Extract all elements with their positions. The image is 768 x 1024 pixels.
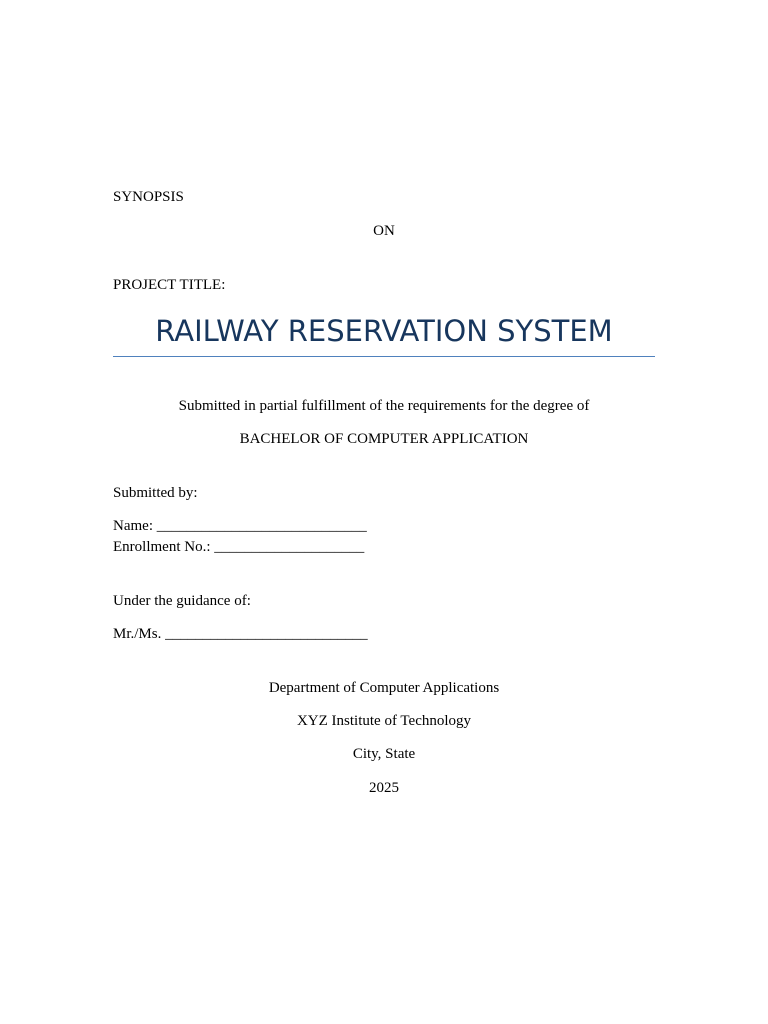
guide-field-line: Mr./Ms. ___________________________	[113, 626, 368, 642]
project-title-label: PROJECT TITLE:	[113, 277, 226, 293]
title-block	[113, 309, 655, 357]
submitted-by-label: Submitted by:	[113, 485, 198, 501]
submission-statement: Submitted in partial fulfillment of the requirements for the degree of	[178, 398, 590, 414]
enrollment-field-line: Enrollment No.: ____________________	[113, 539, 365, 555]
location-text: City, State	[352, 746, 416, 762]
on-label: ON	[373, 223, 395, 239]
year-text: 2025	[369, 780, 399, 796]
department-name: Department of Computer Applications	[268, 680, 500, 696]
synopsis-heading: SYNOPSIS	[113, 189, 184, 205]
name-field-line: Name: ____________________________	[113, 518, 367, 534]
guidance-label: Under the guidance of:	[113, 593, 251, 609]
project-title: RAILWAY RESERVATION SYSTEM	[155, 314, 613, 348]
degree-name: BACHELOR OF COMPUTER APPLICATION	[239, 431, 529, 447]
institute-name: XYZ Institute of Technology	[296, 713, 472, 729]
